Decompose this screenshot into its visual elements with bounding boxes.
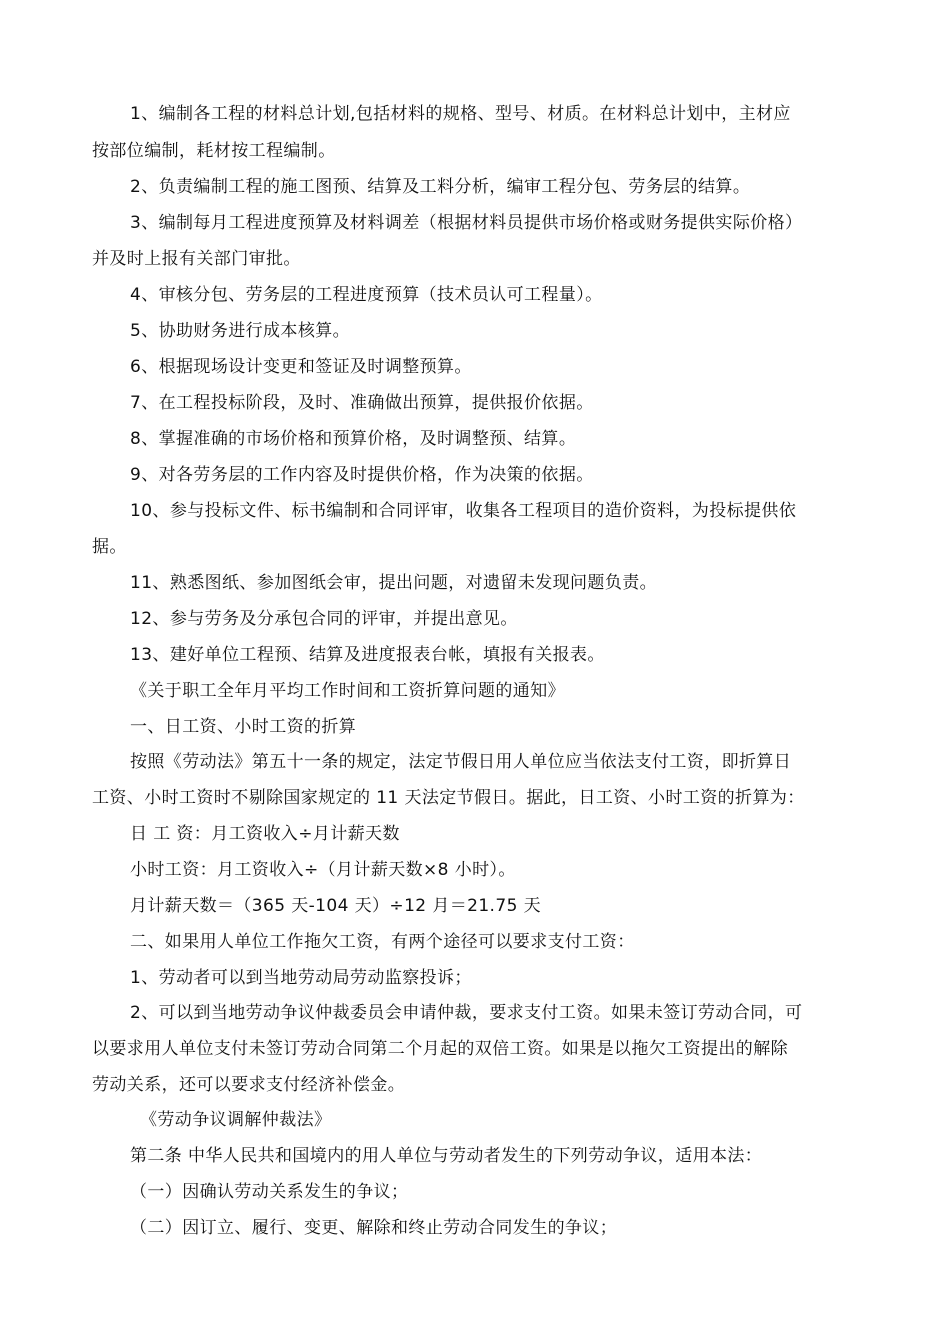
duty-item-11: 11、熟悉图纸、参加图纸会审，提出问题，对遗留未发现问题负责。 — [130, 573, 658, 593]
law-title: 《劳动争议调解仲裁法》 — [140, 1110, 332, 1130]
law-clause-1: （一）因确认劳动关系发生的争议； — [130, 1182, 409, 1202]
law-article-2: 第二条 中华人民共和国境内的用人单位与劳动者发生的下列劳动争议，适用本法： — [130, 1146, 763, 1166]
duty-item-1-line-2: 按部位编制，耗材按工程编制。 — [92, 141, 336, 161]
remedy-1: 1、劳动者可以到当地劳动局劳动监察投诉； — [130, 968, 472, 988]
duty-item-3-line-2: 并及时上报有关部门审批。 — [92, 249, 301, 269]
hourly-wage-formula: 小时工资：月工资收入÷（月计薪天数×8 小时）。 — [130, 860, 516, 880]
law-clause-2: （二）因订立、履行、变更、解除和终止劳动合同发生的争议； — [130, 1218, 618, 1238]
remedy-2-line-3: 劳动关系，还可以要求支付经济补偿金。 — [92, 1075, 406, 1095]
duty-item-2: 2、负责编制工程的施工图预、结算及工料分析，编审工程分包、劳务层的结算。 — [130, 177, 751, 197]
duty-item-10-line-2: 据。 — [92, 537, 127, 557]
notice-section-1-heading: 一、日工资、小时工资的折算 — [130, 717, 357, 737]
notice-paragraph-1-line-2: 工资、小时工资时不剔除国家规定的 11 天法定节假日。据此，日工资、小时工资的折算为： — [92, 788, 805, 808]
notice-paragraph-1-line-1: 按照《劳动法》第五十一条的规定，法定节假日用人单位应当依法支付工资，即折算日 — [130, 752, 792, 772]
duty-item-10-line-1: 10、参与投标文件、标书编制和合同评审，收集各工程项目的造价资料，为投标提供依 — [130, 501, 797, 521]
duty-item-3-line-1: 3、编制每月工程进度预算及材料调差（根据材料员提供市场价格或财务提供实际价格） — [130, 213, 803, 233]
daily-wage-formula: 日 工 资：月工资收入÷月计薪天数 — [130, 824, 400, 844]
duty-item-1-line-1: 1、编制各工程的材料总计划,包括材料的规格、型号、材质。在材料总计划中，主材应 — [130, 104, 791, 124]
duty-item-12: 12、参与劳务及分承包合同的评审，并提出意见。 — [130, 609, 518, 629]
duty-item-6: 6、根据现场设计变更和签证及时调整预算。 — [130, 357, 472, 377]
duty-item-8: 8、掌握准确的市场价格和预算价格，及时调整预、结算。 — [130, 429, 577, 449]
notice-title: 《关于职工全年月平均工作时间和工资折算问题的通知》 — [130, 681, 565, 701]
duty-item-5: 5、协助财务进行成本核算。 — [130, 321, 351, 341]
remedy-2-line-1: 2、可以到当地劳动争议仲裁委员会申请仲裁，要求支付工资。如果未签订劳动合同，可 — [130, 1003, 803, 1023]
duty-item-4: 4、审核分包、劳务层的工程进度预算（技术员认可工程量）。 — [130, 285, 603, 305]
duty-item-13: 13、建好单位工程预、结算及进度报表台帐，填报有关报表。 — [130, 645, 605, 665]
remedy-2-line-2: 以要求用人单位支付未签订劳动合同第二个月起的双倍工资。如果是以拖欠工资提出的解除 — [92, 1039, 788, 1059]
pay-days-formula: 月计薪天数＝（365 天-104 天）÷12 月＝21.75 天 — [130, 896, 541, 916]
duty-item-9: 9、对各劳务层的工作内容及时提供价格，作为决策的依据。 — [130, 465, 594, 485]
notice-section-2-heading: 二、如果用人单位工作拖欠工资，有两个途径可以要求支付工资： — [130, 932, 635, 952]
duty-item-7: 7、在工程投标阶段，及时、准确做出预算，提供报价依据。 — [130, 393, 594, 413]
